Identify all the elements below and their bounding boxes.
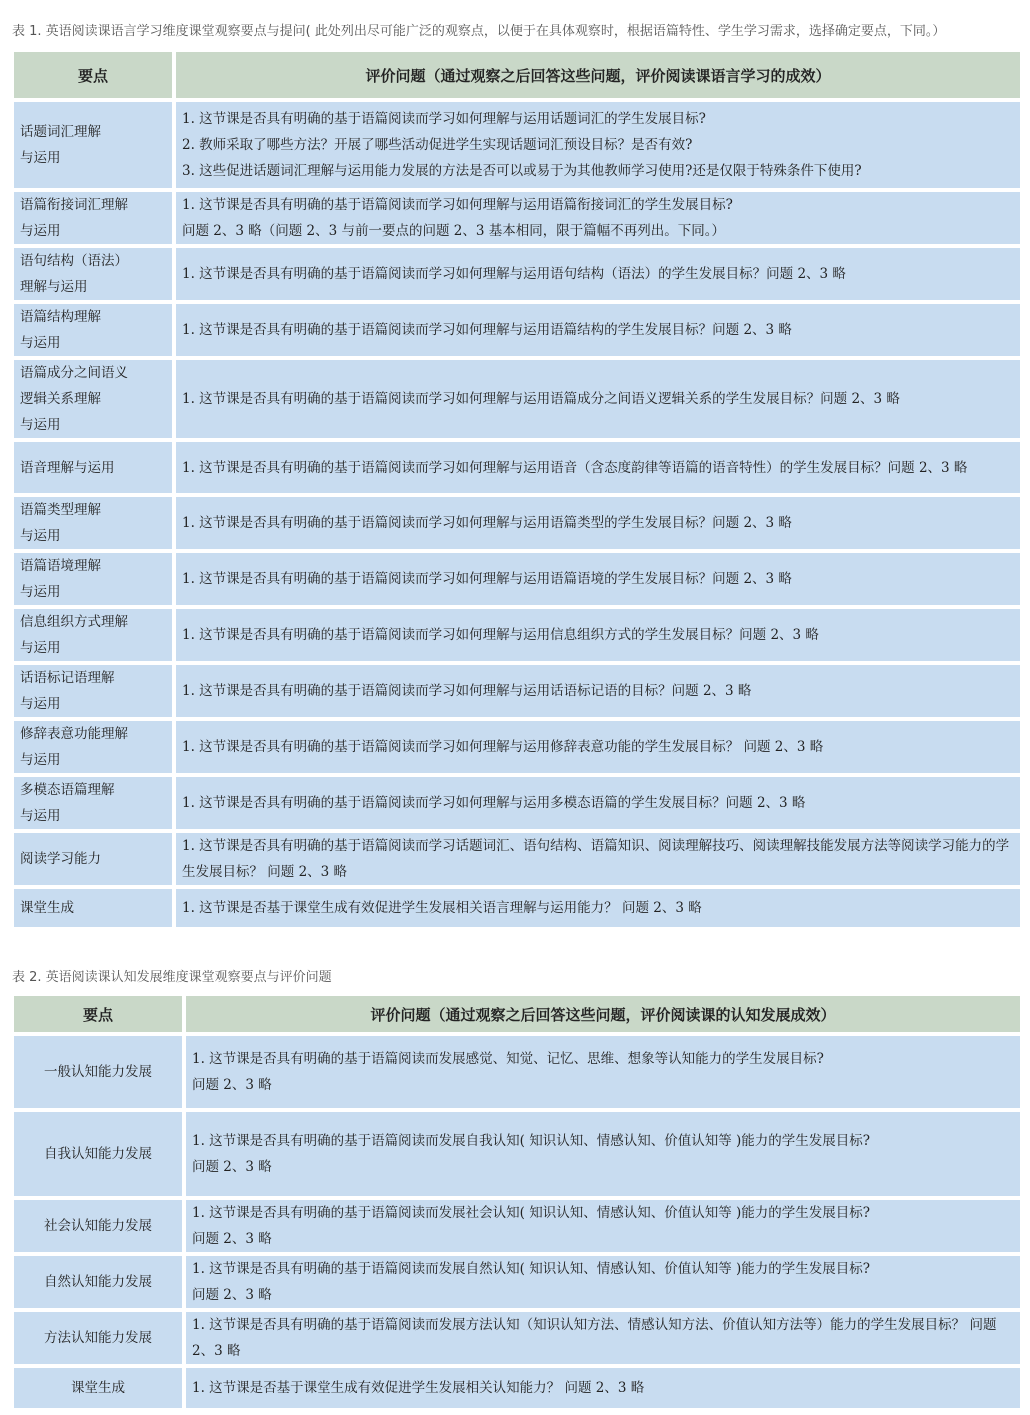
table-row [14, 1036, 1020, 1108]
row-questions [176, 553, 1020, 605]
row-questions [176, 833, 1020, 885]
question-line: 1. 这节课是否具有明确的基于语篇阅读而学习如何理解与运用语篇类型的学生发展目标？问题 2、3 略 [182, 515, 792, 531]
row-questions [176, 304, 1020, 356]
question-line: 问题 2、3 略 [192, 1287, 272, 1303]
table-row [14, 1368, 1020, 1408]
table1-header-questions: 评价问题（通过观察之后回答这些问题，评价阅读课语言学习的成效） [176, 52, 1020, 98]
row-questions [186, 1200, 1020, 1252]
row-questions [176, 665, 1020, 717]
row-point: 语篇衔接词汇理解 与运用 [14, 192, 172, 244]
table-row [14, 248, 1020, 300]
row-point: 阅读学习能力 [14, 833, 172, 885]
row-questions [176, 360, 1020, 438]
question-line: 1. 这节课是否具有明确的基于语篇阅读而学习如何理解与运用话题词汇的学生发展目标? [182, 111, 706, 127]
row-point: 方法认知能力发展 [14, 1312, 182, 1364]
row-questions [186, 1312, 1020, 1364]
row-questions [176, 721, 1020, 773]
row-questions [176, 889, 1020, 927]
row-point: 信息组织方式理解 与运用 [14, 609, 172, 661]
question-line: 1. 这节课是否具有明确的基于语篇阅读而学习如何理解与运用语音（含态度韵律等语篇的语音特性）的学生发展目标？问题 2、3 略 [182, 459, 968, 476]
table-row [14, 497, 1020, 549]
question-line: 1. 这节课是否具有明确的基于语篇阅读而学习如何理解与运用语篇衔接词汇的学生发展目标? [182, 197, 733, 213]
question-line: 1. 这节课是否具有明确的基于语篇阅读而发展自然认知( 知识认知、情感认知、价值认知等 )能力的学生发展目标? [192, 1261, 871, 1277]
row-point: 语篇语境理解 与运用 [14, 553, 172, 605]
row-point: 语句结构（语法） 理解与运用 [14, 248, 172, 300]
row-point: 语篇成分之间语义 逻辑关系理解 与运用 [14, 360, 172, 438]
row-point: 语音理解与运用 [14, 442, 172, 493]
row-point: 课堂生成 [14, 889, 172, 927]
table-row [14, 304, 1020, 356]
question-line: 1. 这节课是否具有明确的基于语篇阅读而学习如何理解与运用语篇成分之间语义逻辑关系的学生发展目标？问题 2、3 略 [182, 391, 900, 407]
question-line: 1. 这节课是否具有明确的基于语篇阅读而学习如何理解与运用语篇结构的学生发展目标？问题 2、3 略 [182, 322, 792, 338]
question-line: 1. 这节课是否具有明确的基于语篇阅读而学习话题词汇、语句结构、语篇知识、阅读理解技巧、阅读理解技能发展方法等阅读学习能力的学生发展目标？ 问题 2、3 略 [182, 838, 1010, 880]
row-point: 自我认知能力发展 [14, 1112, 182, 1196]
row-questions [186, 1256, 1020, 1308]
question-line: 3. 这些促进话题词汇理解与运用能力发展的方法是否可以或易于为其他教师学习使用?还是仅限于特殊条件下使用? [182, 163, 862, 179]
table-row [14, 665, 1020, 717]
row-questions [176, 192, 1020, 244]
question-line: 问题 2、3 略 [192, 1077, 272, 1093]
question-line: 2. 教师采取了哪些方法？开展了哪些活动促进学生实现话题词汇预设目标？是否有效? [182, 137, 693, 153]
question-line: 1. 这节课是否具有明确的基于语篇阅读而学习如何理解与运用修辞表意功能的学生发展目标？ 问题 2、3 略 [182, 739, 824, 755]
row-point: 话语标记语理解 与运用 [14, 665, 172, 717]
table-row [14, 609, 1020, 661]
table-row [14, 102, 1020, 188]
row-point: 社会认知能力发展 [14, 1200, 182, 1252]
table2-caption: 表 2. 英语阅读课认知发展维度课堂观察要点与评价问题 [12, 970, 332, 985]
table-row [14, 1112, 1020, 1196]
question-line: 1. 这节课是否具有明确的基于语篇阅读而发展自我认知( 知识认知、情感认知、价值认知等 )能力的学生发展目标? [192, 1133, 871, 1149]
table-row [14, 1312, 1020, 1364]
table1-header-point: 要点 [14, 52, 172, 98]
table-row [14, 889, 1020, 927]
question-line: 1. 这节课是否具有明确的基于语篇阅读而学习如何理解与运用多模态语篇的学生发展目标？问题 2、3 略 [182, 795, 806, 811]
table2 [10, 992, 1024, 1412]
question-line: 1. 这节课是否具有明确的基于语篇阅读而学习如何理解与运用语句结构（语法）的学生发展目标？问题 2、3 略 [182, 266, 846, 282]
question-line: 1. 这节课是否具有明确的基于语篇阅读而学习如何理解与运用话语标记语的目标？问题 2、3 略 [182, 683, 752, 699]
table-row [14, 192, 1020, 244]
question-line: 问题 2、3 略 [192, 1231, 272, 1247]
table-row [14, 360, 1020, 438]
row-questions [176, 777, 1020, 829]
row-questions [186, 1036, 1020, 1108]
table-row [14, 553, 1020, 605]
table1-caption: 表 1. 英语阅读课语言学习维度课堂观察要点与提问( 此处列出尽可能广泛的观察点，以便于在具体观察时，根据语篇特性、学生学习需求，选择确定要点，下同。） [12, 24, 946, 39]
question-line: 问题 2、3 略（问题 2、3 与前一要点的问题 2、3 基本相同，限于篇幅不再列出。下同。） [182, 223, 726, 239]
question-line: 1. 这节课是否具有明确的基于语篇阅读而发展社会认知( 知识认知、情感认知、价值认知等 )能力的学生发展目标? [192, 1205, 871, 1221]
table2-header-questions: 评价问题（通过观察之后回答这些问题，评价阅读课的认知发展成效） [186, 996, 1020, 1032]
question-line: 1. 这节课是否基于课堂生成有效促进学生发展相关认知能力？ 问题 2、3 略 [192, 1380, 645, 1396]
row-point: 自然认知能力发展 [14, 1256, 182, 1308]
row-questions [176, 248, 1020, 300]
row-questions [186, 1112, 1020, 1196]
row-questions [176, 497, 1020, 549]
row-point: 多模态语篇理解 与运用 [14, 777, 172, 829]
question-line: 1. 这节课是否具有明确的基于语篇阅读而发展感觉、知觉、记忆、思维、想象等认知能力的学生发展目标? [192, 1051, 824, 1067]
table-row [14, 777, 1020, 829]
question-line: 1. 这节课是否具有明确的基于语篇阅读而学习如何理解与运用信息组织方式的学生发展目标？问题 2、3 略 [182, 627, 819, 643]
row-questions [176, 102, 1020, 188]
table-row [14, 442, 1020, 493]
table-row [14, 833, 1020, 885]
table-row [14, 721, 1020, 773]
row-point: 一般认知能力发展 [14, 1036, 182, 1108]
row-questions [176, 442, 1020, 493]
question-line: 1. 这节课是否基于课堂生成有效促进学生发展相关语言理解与运用能力？ 问题 2、3 略 [182, 900, 702, 916]
row-point: 修辞表意功能理解 与运用 [14, 721, 172, 773]
row-point: 课堂生成 [14, 1368, 182, 1408]
table-row [14, 1256, 1020, 1308]
row-point: 语篇类型理解 与运用 [14, 497, 172, 549]
table1 [10, 48, 1024, 931]
row-questions [186, 1368, 1020, 1408]
question-line: 1. 这节课是否具有明确的基于语篇阅读而发展方法认知（知识认知方法、情感认知方法、价值认知方法等）能力的学生发展目标？ 问题 2、3 略 [192, 1317, 997, 1359]
table-row [14, 1200, 1020, 1252]
row-point: 语篇结构理解 与运用 [14, 304, 172, 356]
question-line: 1. 这节课是否具有明确的基于语篇阅读而学习如何理解与运用语篇语境的学生发展目标？问题 2、3 略 [182, 571, 792, 587]
row-questions [176, 609, 1020, 661]
question-line: 问题 2、3 略 [192, 1159, 272, 1175]
table2-header-point: 要点 [14, 996, 182, 1032]
row-point: 话题词汇理解 与运用 [14, 102, 172, 188]
